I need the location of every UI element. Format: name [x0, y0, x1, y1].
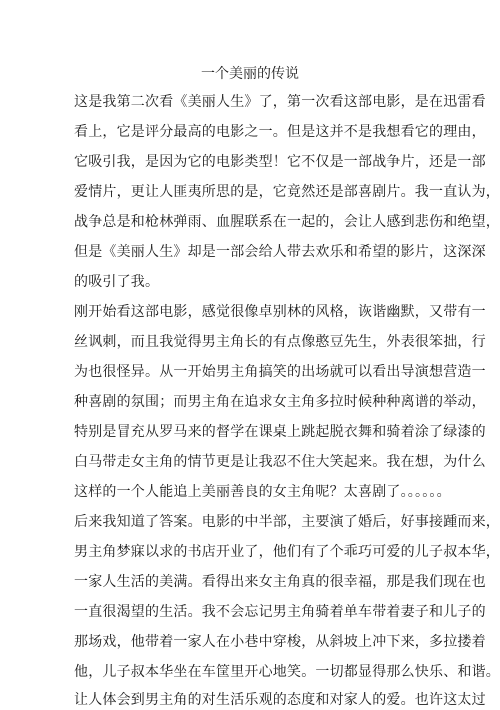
text-line: 看上，它是评分最高的电影之一。但是这并不是我想看它的理由，: [74, 124, 486, 140]
text-line: 男主角梦寐以求的书店开业了，他们有了个乖巧可爱的儿子叔本华，: [74, 544, 500, 560]
text-line: 让人体会到男主角的对生活乐观的态度和对家人的爱。也许这太过: [74, 692, 486, 708]
text-line: 这是我第二次看《美丽人生》了，第一次看这部电影，是在迅雷看: [74, 94, 486, 110]
document-title: 一个美丽的传说: [201, 66, 299, 82]
text-line: 白马带走女主角的情节更是让我忍不住大笑起来。我在想，为什么: [74, 454, 486, 470]
text-line: 为也很怪异。从一开始男主角搞笑的出场就可以看出导演想营造一: [74, 364, 486, 380]
text-line: 丝讽刺，而且我觉得男主角长的有点像憨豆先生，外表很笨拙，行: [74, 334, 486, 350]
text-line: 特别是冒充从罗马来的督学在课桌上跳起脱衣舞和骑着涂了绿漆的: [74, 424, 486, 440]
text-line: 战争总是和枪林弹雨、血腥联系在一起的，会让人感到悲伤和绝望，: [74, 214, 500, 230]
text-line: 爱情片，更让人匪夷所思的是，它竟然还是部喜剧片。我一直认为，: [74, 184, 500, 200]
text-line: 后来我知道了答案。电影的中半部，主要演了婚后，好事接踵而来，: [74, 514, 500, 530]
text-line: 它吸引我，是因为它的电影类型！它不仅是一部战争片，还是一部: [74, 154, 486, 170]
text-line: 刚开始看这部电影，感觉很像卓别林的风格，诙谐幽默，又带有一: [74, 304, 486, 320]
text-line: 种喜剧的氛围；而男主角在追求女主角多拉时候种种离谱的举动，: [74, 394, 486, 410]
text-line: 这样的一个人能追上美丽善良的女主角呢？太喜剧了。。。。。。: [74, 484, 451, 500]
text-line: 的吸引了我。: [74, 274, 160, 290]
text-line: 但是《美丽人生》却是一部会给人带去欢乐和希望的影片，这深深: [74, 244, 486, 260]
text-line: 一直很渴望的生活。我不会忘记男主角骑着单车带着妻子和儿子的: [74, 604, 486, 620]
text-line: 那场戏，他带着一家人在小巷中穿梭，从斜坡上冲下来，多拉搂着: [74, 634, 486, 650]
text-line: 他，儿子叔本华坐在车筐里开心地笑。一切都显得那么快乐、和谐。: [74, 664, 500, 680]
text-line: 一家人生活的美满。看得出来女主角真的很幸福，那是我们现在也: [74, 574, 486, 590]
